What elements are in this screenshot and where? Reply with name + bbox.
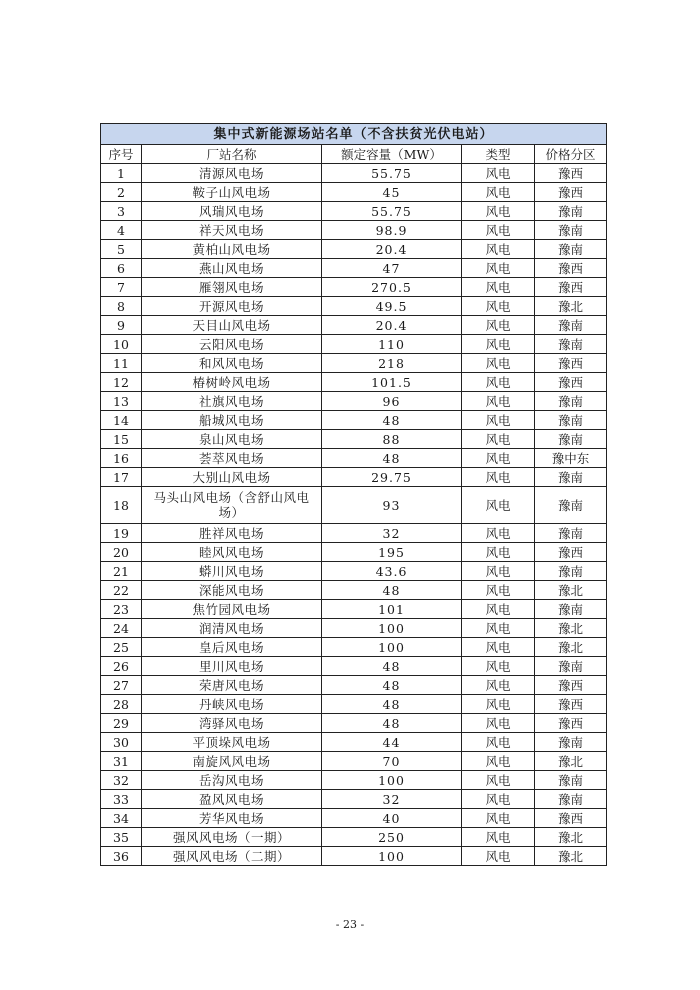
cell-capacity: 101 — [322, 600, 462, 619]
cell-price-zone: 豫南 — [535, 600, 607, 619]
cell-price-zone: 豫南 — [535, 430, 607, 449]
cell-index: 2 — [101, 183, 142, 202]
cell-type: 风电 — [462, 524, 535, 543]
cell-index: 12 — [101, 373, 142, 392]
cell-type: 风电 — [462, 771, 535, 790]
cell-capacity: 110 — [322, 335, 462, 354]
header-index: 序号 — [101, 145, 142, 164]
cell-station-name: 焦竹园风电场 — [142, 600, 322, 619]
cell-index: 5 — [101, 240, 142, 259]
cell-capacity: 48 — [322, 695, 462, 714]
cell-type: 风电 — [462, 202, 535, 221]
cell-capacity: 29.75 — [322, 468, 462, 487]
cell-capacity: 195 — [322, 543, 462, 562]
cell-capacity: 55.75 — [322, 202, 462, 221]
cell-index: 21 — [101, 562, 142, 581]
cell-capacity: 48 — [322, 449, 462, 468]
table-row — [101, 259, 607, 278]
cell-price-zone: 豫西 — [535, 164, 607, 183]
table-row — [101, 278, 607, 297]
cell-price-zone: 豫西 — [535, 695, 607, 714]
cell-type: 风电 — [462, 828, 535, 847]
cell-capacity: 100 — [322, 638, 462, 657]
cell-type: 风电 — [462, 430, 535, 449]
cell-price-zone: 豫西 — [535, 278, 607, 297]
cell-price-zone: 豫西 — [535, 373, 607, 392]
cell-capacity: 100 — [322, 847, 462, 866]
cell-price-zone: 豫南 — [535, 335, 607, 354]
cell-index: 25 — [101, 638, 142, 657]
cell-station-name: 荣唐风电场 — [142, 676, 322, 695]
cell-index: 13 — [101, 392, 142, 411]
cell-type: 风电 — [462, 449, 535, 468]
cell-station-name: 平顶垛风电场 — [142, 733, 322, 752]
cell-type: 风电 — [462, 297, 535, 316]
cell-index: 16 — [101, 449, 142, 468]
cell-index: 11 — [101, 354, 142, 373]
cell-capacity: 43.6 — [322, 562, 462, 581]
cell-type: 风电 — [462, 392, 535, 411]
cell-capacity: 93 — [322, 487, 462, 524]
cell-price-zone: 豫西 — [535, 714, 607, 733]
cell-type: 风电 — [462, 847, 535, 866]
cell-capacity: 48 — [322, 581, 462, 600]
cell-capacity: 88 — [322, 430, 462, 449]
table-row — [101, 562, 607, 581]
table-row — [101, 638, 607, 657]
table-title: 集中式新能源场站名单（不含扶贫光伏电站） — [101, 124, 607, 145]
cell-capacity: 44 — [322, 733, 462, 752]
table-body — [101, 164, 607, 866]
cell-type: 风电 — [462, 164, 535, 183]
table-row — [101, 695, 607, 714]
cell-index: 14 — [101, 411, 142, 430]
cell-capacity: 55.75 — [322, 164, 462, 183]
cell-type: 风电 — [462, 335, 535, 354]
cell-index: 30 — [101, 733, 142, 752]
cell-index: 28 — [101, 695, 142, 714]
cell-price-zone: 豫南 — [535, 392, 607, 411]
cell-index: 34 — [101, 809, 142, 828]
cell-price-zone: 豫南 — [535, 562, 607, 581]
table-row — [101, 581, 607, 600]
cell-capacity: 47 — [322, 259, 462, 278]
cell-price-zone: 豫西 — [535, 259, 607, 278]
cell-index: 10 — [101, 335, 142, 354]
cell-capacity: 218 — [322, 354, 462, 373]
cell-type: 风电 — [462, 373, 535, 392]
cell-index: 6 — [101, 259, 142, 278]
header-station-name: 厂站名称 — [142, 145, 322, 164]
cell-type: 风电 — [462, 695, 535, 714]
station-list-table — [100, 123, 607, 866]
table-row — [101, 164, 607, 183]
table-row — [101, 411, 607, 430]
cell-station-name: 芳华风电场 — [142, 809, 322, 828]
cell-capacity: 70 — [322, 752, 462, 771]
cell-type: 风电 — [462, 733, 535, 752]
cell-price-zone: 豫南 — [535, 657, 607, 676]
cell-station-name: 清源风电场 — [142, 164, 322, 183]
cell-station-name: 深能风电场 — [142, 581, 322, 600]
cell-type: 风电 — [462, 278, 535, 297]
cell-capacity: 250 — [322, 828, 462, 847]
cell-type: 风电 — [462, 657, 535, 676]
cell-price-zone: 豫南 — [535, 411, 607, 430]
cell-price-zone: 豫北 — [535, 297, 607, 316]
cell-station-name: 里川风电场 — [142, 657, 322, 676]
cell-station-name: 椿树岭风电场 — [142, 373, 322, 392]
cell-type: 风电 — [462, 354, 535, 373]
table-row — [101, 373, 607, 392]
table-row — [101, 449, 607, 468]
cell-type: 风电 — [462, 411, 535, 430]
table-row — [101, 487, 607, 524]
cell-index: 17 — [101, 468, 142, 487]
cell-price-zone: 豫北 — [535, 752, 607, 771]
cell-station-name: 丹峡风电场 — [142, 695, 322, 714]
cell-capacity: 48 — [322, 657, 462, 676]
cell-index: 36 — [101, 847, 142, 866]
cell-index: 19 — [101, 524, 142, 543]
cell-type: 风电 — [462, 600, 535, 619]
cell-capacity: 101.5 — [322, 373, 462, 392]
cell-type: 风电 — [462, 790, 535, 809]
cell-price-zone: 豫南 — [535, 240, 607, 259]
cell-station-name: 南旋风风电场 — [142, 752, 322, 771]
cell-capacity: 100 — [322, 619, 462, 638]
cell-price-zone: 豫北 — [535, 619, 607, 638]
cell-station-name: 荟萃风电场 — [142, 449, 322, 468]
cell-type: 风电 — [462, 752, 535, 771]
table-row — [101, 676, 607, 695]
table-row — [101, 221, 607, 240]
table-row — [101, 733, 607, 752]
cell-index: 7 — [101, 278, 142, 297]
cell-station-name: 蟒川风电场 — [142, 562, 322, 581]
table-header-row — [101, 145, 607, 164]
cell-price-zone: 豫北 — [535, 638, 607, 657]
cell-station-name: 风瑞风电场 — [142, 202, 322, 221]
cell-type: 风电 — [462, 487, 535, 524]
table-row — [101, 828, 607, 847]
cell-station-name: 黄柏山风电场 — [142, 240, 322, 259]
table-row — [101, 619, 607, 638]
table-row — [101, 183, 607, 202]
header-price-zone: 价格分区 — [535, 145, 607, 164]
table-row — [101, 468, 607, 487]
cell-price-zone: 豫南 — [535, 790, 607, 809]
cell-capacity: 96 — [322, 392, 462, 411]
cell-station-name: 鞍子山风电场 — [142, 183, 322, 202]
cell-index: 22 — [101, 581, 142, 600]
cell-price-zone: 豫南 — [535, 221, 607, 240]
table-row — [101, 847, 607, 866]
cell-index: 18 — [101, 487, 142, 524]
cell-station-name: 泉山风电场 — [142, 430, 322, 449]
cell-station-name: 燕山风电场 — [142, 259, 322, 278]
cell-price-zone: 豫西 — [535, 354, 607, 373]
cell-type: 风电 — [462, 714, 535, 733]
cell-index: 3 — [101, 202, 142, 221]
cell-station-name: 强风风电场（二期） — [142, 847, 322, 866]
table-row — [101, 524, 607, 543]
cell-capacity: 48 — [322, 676, 462, 695]
cell-capacity: 20.4 — [322, 316, 462, 335]
cell-station-name: 皇后风电场 — [142, 638, 322, 657]
cell-capacity: 20.4 — [322, 240, 462, 259]
table-row — [101, 752, 607, 771]
cell-index: 35 — [101, 828, 142, 847]
cell-type: 风电 — [462, 809, 535, 828]
cell-price-zone: 豫中东 — [535, 449, 607, 468]
cell-price-zone: 豫西 — [535, 809, 607, 828]
cell-index: 20 — [101, 543, 142, 562]
cell-price-zone: 豫西 — [535, 676, 607, 695]
cell-capacity: 270.5 — [322, 278, 462, 297]
cell-type: 风电 — [462, 259, 535, 278]
cell-index: 31 — [101, 752, 142, 771]
table-row — [101, 600, 607, 619]
cell-station-name: 天目山风电场 — [142, 316, 322, 335]
page-number: - 23 - — [335, 918, 365, 931]
cell-station-name: 睦风风电场 — [142, 543, 322, 562]
cell-index: 33 — [101, 790, 142, 809]
table-row — [101, 202, 607, 221]
cell-type: 风电 — [462, 619, 535, 638]
cell-type: 风电 — [462, 316, 535, 335]
cell-price-zone: 豫南 — [535, 487, 607, 524]
cell-station-name: 云阳风电场 — [142, 335, 322, 354]
cell-index: 27 — [101, 676, 142, 695]
cell-station-name: 润清风电场 — [142, 619, 322, 638]
table-row — [101, 297, 607, 316]
cell-capacity: 98.9 — [322, 221, 462, 240]
table-row — [101, 543, 607, 562]
cell-index: 32 — [101, 771, 142, 790]
cell-price-zone: 豫南 — [535, 771, 607, 790]
table-row — [101, 392, 607, 411]
table-row — [101, 316, 607, 335]
cell-price-zone: 豫南 — [535, 202, 607, 221]
cell-capacity: 40 — [322, 809, 462, 828]
cell-station-name: 开源风电场 — [142, 297, 322, 316]
cell-index: 24 — [101, 619, 142, 638]
cell-capacity: 100 — [322, 771, 462, 790]
cell-type: 风电 — [462, 183, 535, 202]
cell-price-zone: 豫南 — [535, 524, 607, 543]
cell-capacity: 49.5 — [322, 297, 462, 316]
cell-station-name: 强风风电场（一期） — [142, 828, 322, 847]
table-row — [101, 657, 607, 676]
cell-station-name: 大别山风电场 — [142, 468, 322, 487]
table-row — [101, 771, 607, 790]
cell-type: 风电 — [462, 676, 535, 695]
cell-capacity: 32 — [322, 524, 462, 543]
cell-price-zone: 豫西 — [535, 183, 607, 202]
cell-capacity: 32 — [322, 790, 462, 809]
cell-station-name: 岳沟风电场 — [142, 771, 322, 790]
cell-type: 风电 — [462, 638, 535, 657]
cell-price-zone: 豫南 — [535, 468, 607, 487]
cell-price-zone: 豫北 — [535, 828, 607, 847]
cell-type: 风电 — [462, 543, 535, 562]
table-row — [101, 714, 607, 733]
cell-index: 9 — [101, 316, 142, 335]
cell-price-zone: 豫北 — [535, 581, 607, 600]
cell-type: 风电 — [462, 240, 535, 259]
cell-type: 风电 — [462, 468, 535, 487]
cell-index: 26 — [101, 657, 142, 676]
cell-station-name: 胜祥风电场 — [142, 524, 322, 543]
cell-price-zone: 豫西 — [535, 543, 607, 562]
table-row — [101, 430, 607, 449]
cell-capacity: 48 — [322, 411, 462, 430]
cell-index: 1 — [101, 164, 142, 183]
cell-index: 4 — [101, 221, 142, 240]
cell-station-name: 社旗风电场 — [142, 392, 322, 411]
cell-station-name: 和风风电场 — [142, 354, 322, 373]
cell-type: 风电 — [462, 221, 535, 240]
header-capacity: 额定容量（MW） — [322, 145, 462, 164]
cell-type: 风电 — [462, 581, 535, 600]
cell-index: 8 — [101, 297, 142, 316]
cell-capacity: 45 — [322, 183, 462, 202]
table-row — [101, 240, 607, 259]
cell-station-name: 马头山风电场（含舒山风电场） — [142, 487, 322, 524]
table-row — [101, 809, 607, 828]
cell-price-zone: 豫南 — [535, 733, 607, 752]
cell-price-zone: 豫南 — [535, 316, 607, 335]
cell-station-name: 祥天风电场 — [142, 221, 322, 240]
cell-type: 风电 — [462, 562, 535, 581]
cell-index: 15 — [101, 430, 142, 449]
cell-price-zone: 豫北 — [535, 847, 607, 866]
table-row — [101, 354, 607, 373]
cell-station-name: 船城风电场 — [142, 411, 322, 430]
table-row — [101, 335, 607, 354]
cell-station-name: 盈风风电场 — [142, 790, 322, 809]
cell-station-name: 湾驿风电场 — [142, 714, 322, 733]
header-type: 类型 — [462, 145, 535, 164]
cell-index: 23 — [101, 600, 142, 619]
cell-capacity: 48 — [322, 714, 462, 733]
cell-index: 29 — [101, 714, 142, 733]
table-row — [101, 790, 607, 809]
cell-station-name: 雁翎风电场 — [142, 278, 322, 297]
